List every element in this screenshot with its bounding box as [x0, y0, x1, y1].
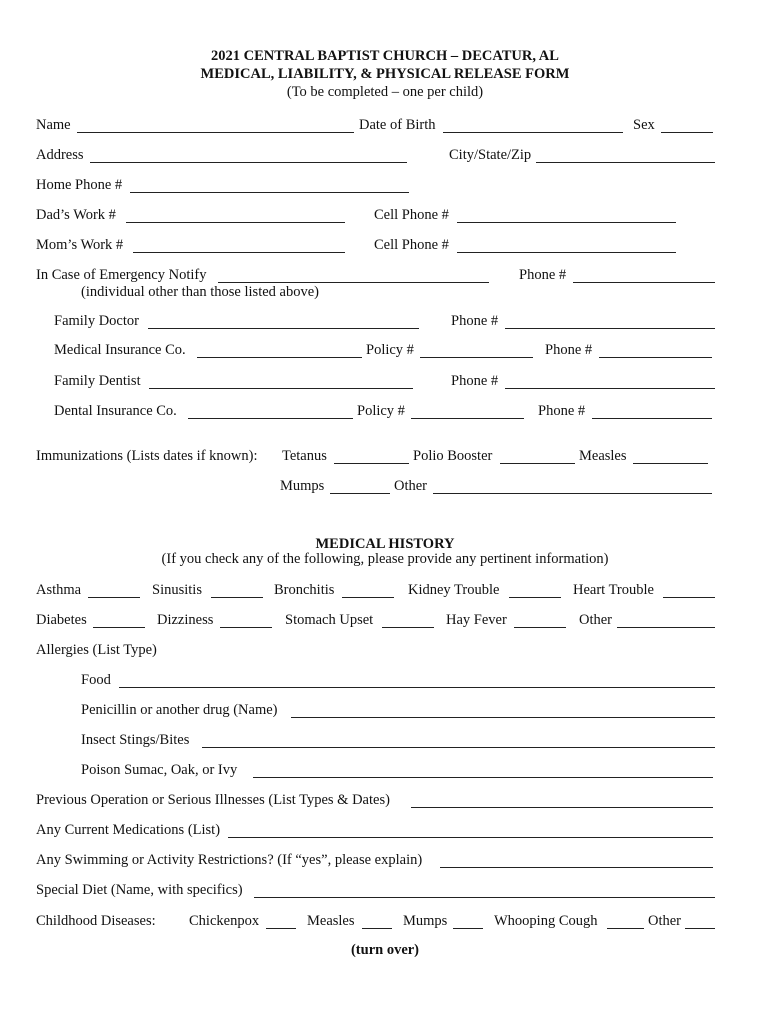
swimming-field[interactable] [440, 867, 713, 868]
polio-field[interactable] [500, 463, 575, 464]
measles-label: Measles [579, 448, 627, 464]
insect-field[interactable] [202, 747, 715, 748]
dads-work-label: Dad’s Work # [36, 207, 116, 223]
emergency-phone-label: Phone # [519, 267, 567, 283]
mumps-field[interactable] [330, 493, 390, 494]
doctor-phone-field[interactable] [505, 328, 715, 329]
heart-trouble-label: Heart Trouble [573, 582, 654, 598]
form-title-line1: 2021 CENTRAL BAPTIST CHURCH – DECATUR, AL [211, 48, 559, 64]
medical-policy-field[interactable] [420, 357, 533, 358]
insect-label: Insect Stings/Bites [81, 732, 190, 748]
medical-insurance-label: Medical Insurance Co. [54, 342, 186, 358]
family-doctor-label: Family Doctor [54, 313, 139, 329]
bronchitis-field[interactable] [342, 597, 394, 598]
name-row [0, 116, 770, 136]
poison-label: Poison Sumac, Oak, or Ivy [81, 762, 238, 778]
home-phone-label: Home Phone # [36, 177, 123, 193]
childhood-mumps-field[interactable] [453, 928, 483, 929]
tetanus-field[interactable] [334, 463, 409, 464]
city-label: City/State/Zip [449, 147, 532, 163]
doctor-phone-label: Phone # [451, 313, 499, 329]
moms-cell-label: Cell Phone # [374, 237, 449, 253]
penicillin-label: Penicillin or another drug (Name) [81, 702, 278, 718]
form-title-line2: MEDICAL, LIABILITY, & PHYSICAL RELEASE FORM [200, 66, 570, 82]
family-dentist-field[interactable] [149, 388, 413, 389]
swimming-row [0, 851, 770, 871]
condition-other-label: Other [579, 612, 613, 628]
whooping-cough-field[interactable] [607, 928, 644, 929]
immunization-other-field[interactable] [433, 493, 712, 494]
dads-work-row [0, 206, 770, 226]
bronchitis-label: Bronchitis [274, 582, 335, 598]
dizziness-field[interactable] [220, 627, 272, 628]
hay-fever-label: Hay Fever [446, 612, 507, 628]
chickenpox-label: Chickenpox [189, 913, 260, 929]
family-dentist-label: Family Dentist [54, 373, 141, 389]
medical-policy-label: Policy # [366, 342, 414, 358]
dob-field[interactable] [443, 132, 623, 133]
medications-label: Any Current Medications (List) [36, 822, 221, 838]
dizziness-label: Dizziness [157, 612, 214, 628]
allergies-label: Allergies (List Type) [36, 642, 157, 658]
food-field[interactable] [119, 687, 715, 688]
moms-cell-field[interactable] [457, 252, 676, 253]
immunizations-label: Immunizations (Lists dates if known): [36, 448, 258, 464]
heart-trouble-field[interactable] [663, 597, 715, 598]
childhood-measles-label: Measles [307, 913, 355, 929]
dental-insurance-field[interactable] [188, 418, 353, 419]
medications-row [0, 821, 770, 841]
penicillin-field[interactable] [291, 717, 715, 718]
dental-insurance-label: Dental Insurance Co. [54, 403, 177, 419]
moms-work-row [0, 236, 770, 256]
dads-cell-label: Cell Phone # [374, 207, 449, 223]
food-label: Food [81, 672, 111, 688]
dentist-phone-field[interactable] [505, 388, 715, 389]
conditions-row-2 [0, 611, 770, 631]
moms-work-label: Mom’s Work # [36, 237, 124, 253]
emergency-note: (individual other than those listed above) [81, 284, 319, 300]
diabetes-label: Diabetes [36, 612, 87, 628]
sinusitis-field[interactable] [211, 597, 263, 598]
dob-label: Date of Birth [359, 117, 436, 133]
diet-field[interactable] [254, 897, 715, 898]
childhood-other-field[interactable] [685, 928, 715, 929]
medical-history-note: (If you check any of the following, please provide any pertinent information) [161, 551, 609, 567]
name-label: Name [36, 117, 71, 133]
dental-phone-label: Phone # [538, 403, 586, 419]
address-field[interactable] [90, 162, 407, 163]
polio-label: Polio Booster [413, 448, 493, 464]
asthma-field[interactable] [88, 597, 140, 598]
name-field[interactable] [77, 132, 354, 133]
family-doctor-field[interactable] [148, 328, 419, 329]
dentist-phone-label: Phone # [451, 373, 499, 389]
kidney-trouble-field[interactable] [509, 597, 561, 598]
home-phone-row [0, 176, 770, 196]
medical-phone-label: Phone # [545, 342, 593, 358]
emergency-phone-field[interactable] [573, 282, 715, 283]
mumps-label: Mumps [280, 478, 325, 494]
hay-fever-field[interactable] [514, 627, 566, 628]
family-dentist-row [0, 372, 770, 392]
medications-field[interactable] [228, 837, 713, 838]
family-doctor-row [0, 312, 770, 332]
condition-other-field[interactable] [617, 627, 715, 628]
sex-label: Sex [633, 117, 655, 133]
moms-work-field[interactable] [133, 252, 345, 253]
previous-field[interactable] [411, 807, 713, 808]
dads-cell-field[interactable] [457, 222, 676, 223]
emergency-label: In Case of Emergency Notify [36, 267, 207, 283]
childhood-row [0, 912, 770, 932]
allergies-row [0, 641, 770, 661]
dental-policy-label: Policy # [357, 403, 405, 419]
immunizations-row [0, 447, 770, 467]
stomach-upset-label: Stomach Upset [285, 612, 374, 628]
food-allergy-row [0, 671, 770, 691]
turn-over-note: (turn over) [350, 942, 420, 958]
home-phone-field[interactable] [130, 192, 409, 193]
measles-field[interactable] [633, 463, 708, 464]
immunizations-row-2 [0, 477, 770, 497]
dental-policy-field[interactable] [411, 418, 524, 419]
dental-phone-field[interactable] [592, 418, 712, 419]
childhood-mumps-label: Mumps [403, 913, 448, 929]
asthma-label: Asthma [36, 582, 82, 598]
previous-label: Previous Operation or Serious Illnesses (List Types & Dates) [36, 792, 390, 808]
medical-history-title: MEDICAL HISTORY [315, 536, 455, 552]
childhood-measles-field[interactable] [362, 928, 392, 929]
dental-insurance-row [0, 402, 770, 422]
sex-field[interactable] [661, 132, 713, 133]
form-subtitle: (To be completed – one per child) [286, 84, 484, 100]
medical-phone-field[interactable] [599, 357, 712, 358]
penicillin-row [0, 701, 770, 721]
dads-work-field[interactable] [126, 222, 345, 223]
immunization-other-label: Other [394, 478, 428, 494]
childhood-label: Childhood Diseases: [36, 913, 156, 929]
medical-insurance-field[interactable] [197, 357, 362, 358]
swimming-label: Any Swimming or Activity Restrictions? (If “yes”, please explain) [36, 852, 423, 868]
tetanus-label: Tetanus [282, 448, 327, 464]
conditions-row-1 [0, 581, 770, 601]
address-row [0, 146, 770, 166]
kidney-trouble-label: Kidney Trouble [408, 582, 500, 598]
diet-row [0, 881, 770, 901]
address-label: Address [36, 147, 84, 163]
diabetes-field[interactable] [93, 627, 145, 628]
medical-insurance-row [0, 341, 770, 361]
poison-row [0, 761, 770, 781]
stomach-upset-field[interactable] [382, 627, 434, 628]
previous-row [0, 791, 770, 811]
city-field[interactable] [536, 162, 715, 163]
diet-label: Special Diet (Name, with specifics) [36, 882, 243, 898]
poison-field[interactable] [253, 777, 713, 778]
insect-row [0, 731, 770, 751]
chickenpox-field[interactable] [266, 928, 296, 929]
childhood-other-label: Other [648, 913, 682, 929]
sinusitis-label: Sinusitis [152, 582, 202, 598]
whooping-cough-label: Whooping Cough [494, 913, 598, 929]
